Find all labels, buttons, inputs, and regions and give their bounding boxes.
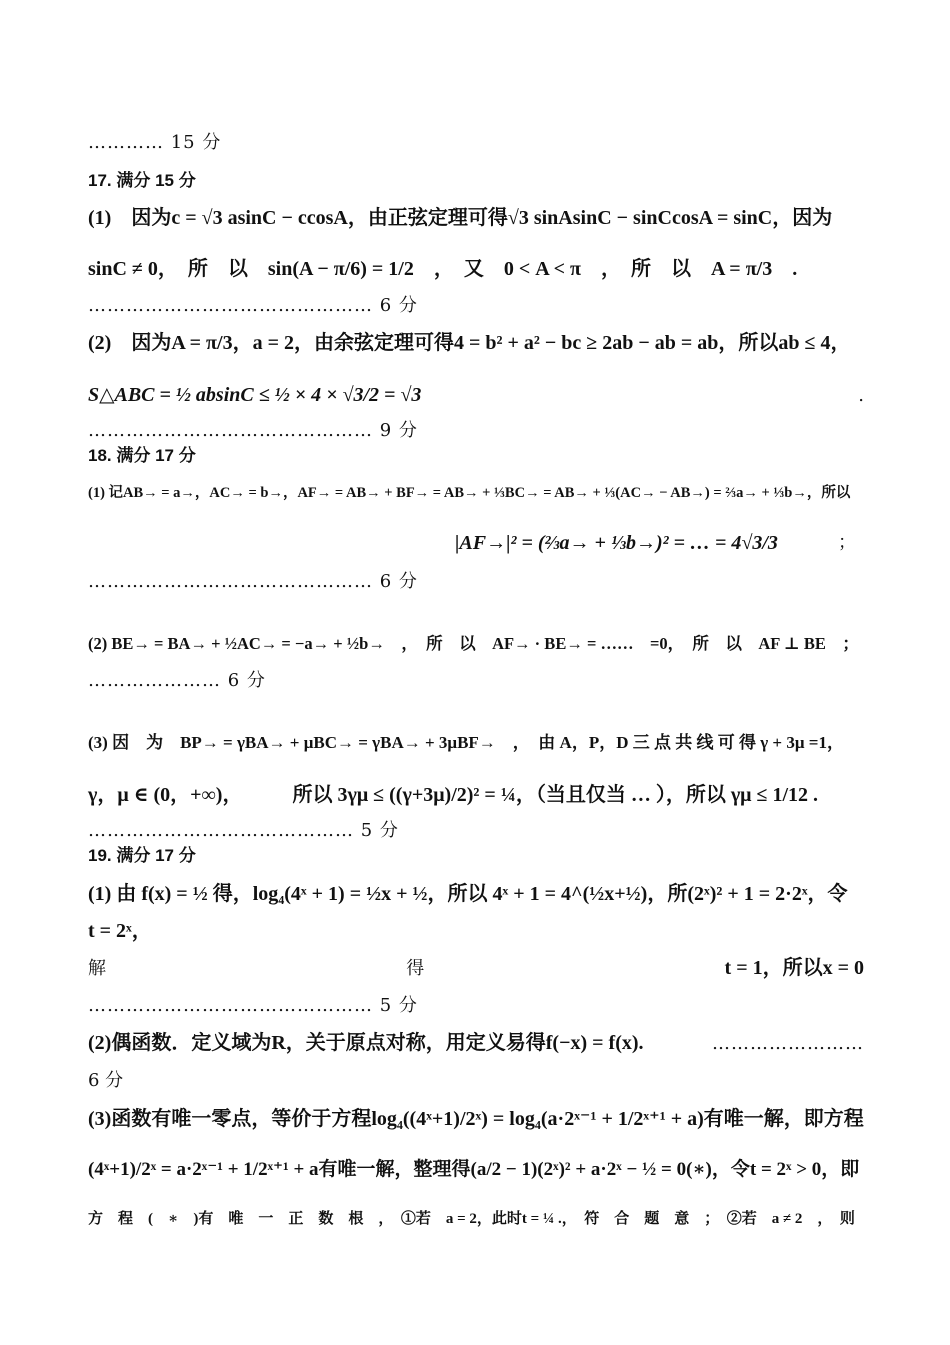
- score-line: ………… 15 分: [88, 132, 222, 153]
- solution-line: (3)函数有唯一零点，等价于方程log₄((4ˣ+1)/2ˣ) = log₄(a·2ˣ⁻¹ + 1/2ˣ⁺¹ + a)有唯一解，即方程: [88, 1108, 864, 1130]
- score-line: ……………………………………… 6 分: [88, 571, 418, 592]
- punctuation-text: ；: [838, 532, 856, 553]
- score-line: ……………………………………… 9 分: [88, 420, 418, 441]
- formula-text: S△ABC = ½ absinC ≤ ½ × 4 × √3/2 = √3: [88, 384, 422, 406]
- solution-line: t = 2ˣ，: [88, 920, 152, 942]
- formula-text: t = 1，所以x = 0: [724, 957, 864, 979]
- solution-line: (2) 因为A = π/3，a = 2，由余弦定理可得4 = b² + a² − bc ≥ 2ab − ab = ab，所以ab ≤ 4，: [88, 332, 851, 354]
- score-line: ……………………………………… 5 分: [88, 995, 418, 1016]
- solution-line-split: [88, 382, 864, 409]
- solution-line: (2) BE→ = BA→ + ½AC→ = −a→ + ½b→ ， 所 以 AF→ · BE→ = …… =0， 所 以 AF ⊥ BE ；: [88, 634, 859, 653]
- punctuation-text: .: [858, 385, 864, 406]
- solution-line-split: [88, 1030, 864, 1057]
- formula-text: (2)偶函数．定义域为R，关于原点对称，用定义易得f(−x) = f(x).: [88, 1032, 644, 1054]
- solution-line: γ，μ ∈ (0，+∞)， 所以 3γμ ≤ ((γ+3μ)/2)² = ¼，（当且仅当 … ），所以 γμ ≤ 1/12 .: [88, 784, 819, 806]
- solution-line: (4ˣ+1)/2ˣ = a·2ˣ⁻¹ + 1/2ˣ⁺¹ + a有唯一解，整理得(a/2 − 1)(2ˣ)² + a·2ˣ − ½ = 0(∗)，令t = 2ˣ > 0，即: [88, 1159, 860, 1180]
- score-dots: ……………………: [712, 1033, 864, 1054]
- solution-line: 方 程 ( ∗ )有 唯 一 正 数 根 ， ①若 a = 2，此时t = ¼ .， 符 合 题 意 ； ②若 a ≠ 2 ， 则: [88, 1211, 855, 1227]
- score-line: 6 分: [88, 1070, 124, 1091]
- solution-line: sinC ≠ 0， 所 以 sin(A − π/6) = 1/2 ， 又 0 < A < π ， 所 以 A = π/3 .: [88, 258, 798, 280]
- solution-line: (1) 记AB→ = a→，AC→ = b→，AF→ = AB→ + BF→ = AB→ + ⅓BC→ = AB→ + ⅓(AC→ − AB→) = ⅔a→ + ⅓b→，所以: [88, 485, 851, 501]
- section-heading-18: 18. 满分 17 分: [88, 446, 196, 465]
- solution-line-split: [88, 955, 864, 982]
- solution-line: (1) 由 f(x) = ½ 得，log₄(4ˣ + 1) = ½x + ½，所以 4ˣ + 1 = 4^(½x+½)，所(2ˣ)² + 1 = 2·2ˣ，令: [88, 883, 848, 905]
- solution-line: (1) 因为c = √3 asinC − ccosA，由正弦定理可得√3 sinAsinC − sinCcosA = sinC，因为: [88, 207, 833, 229]
- formula-text: |AF→|² = (⅔a→ + ⅓b→)² = … = 4√3/3: [455, 532, 778, 554]
- section-heading-19: 19. 满分 17 分: [88, 846, 196, 865]
- score-line: ……………………………………… 6 分: [88, 295, 418, 316]
- word-text: 得: [406, 958, 425, 979]
- score-line: ………………… 6 分: [88, 670, 266, 691]
- solution-line: (3) 因 为 BP→ = γBA→ + μBC→ = γBA→ + 3μBF→ ， 由 A，P，D 三 点 共 线 可 得 γ + 3μ =1，: [88, 733, 844, 752]
- score-line: …………………………………… 5 分: [88, 820, 399, 841]
- solution-line-split: [455, 530, 864, 557]
- section-heading-17: 17. 满分 15 分: [88, 171, 196, 190]
- word-text: 解: [88, 958, 106, 979]
